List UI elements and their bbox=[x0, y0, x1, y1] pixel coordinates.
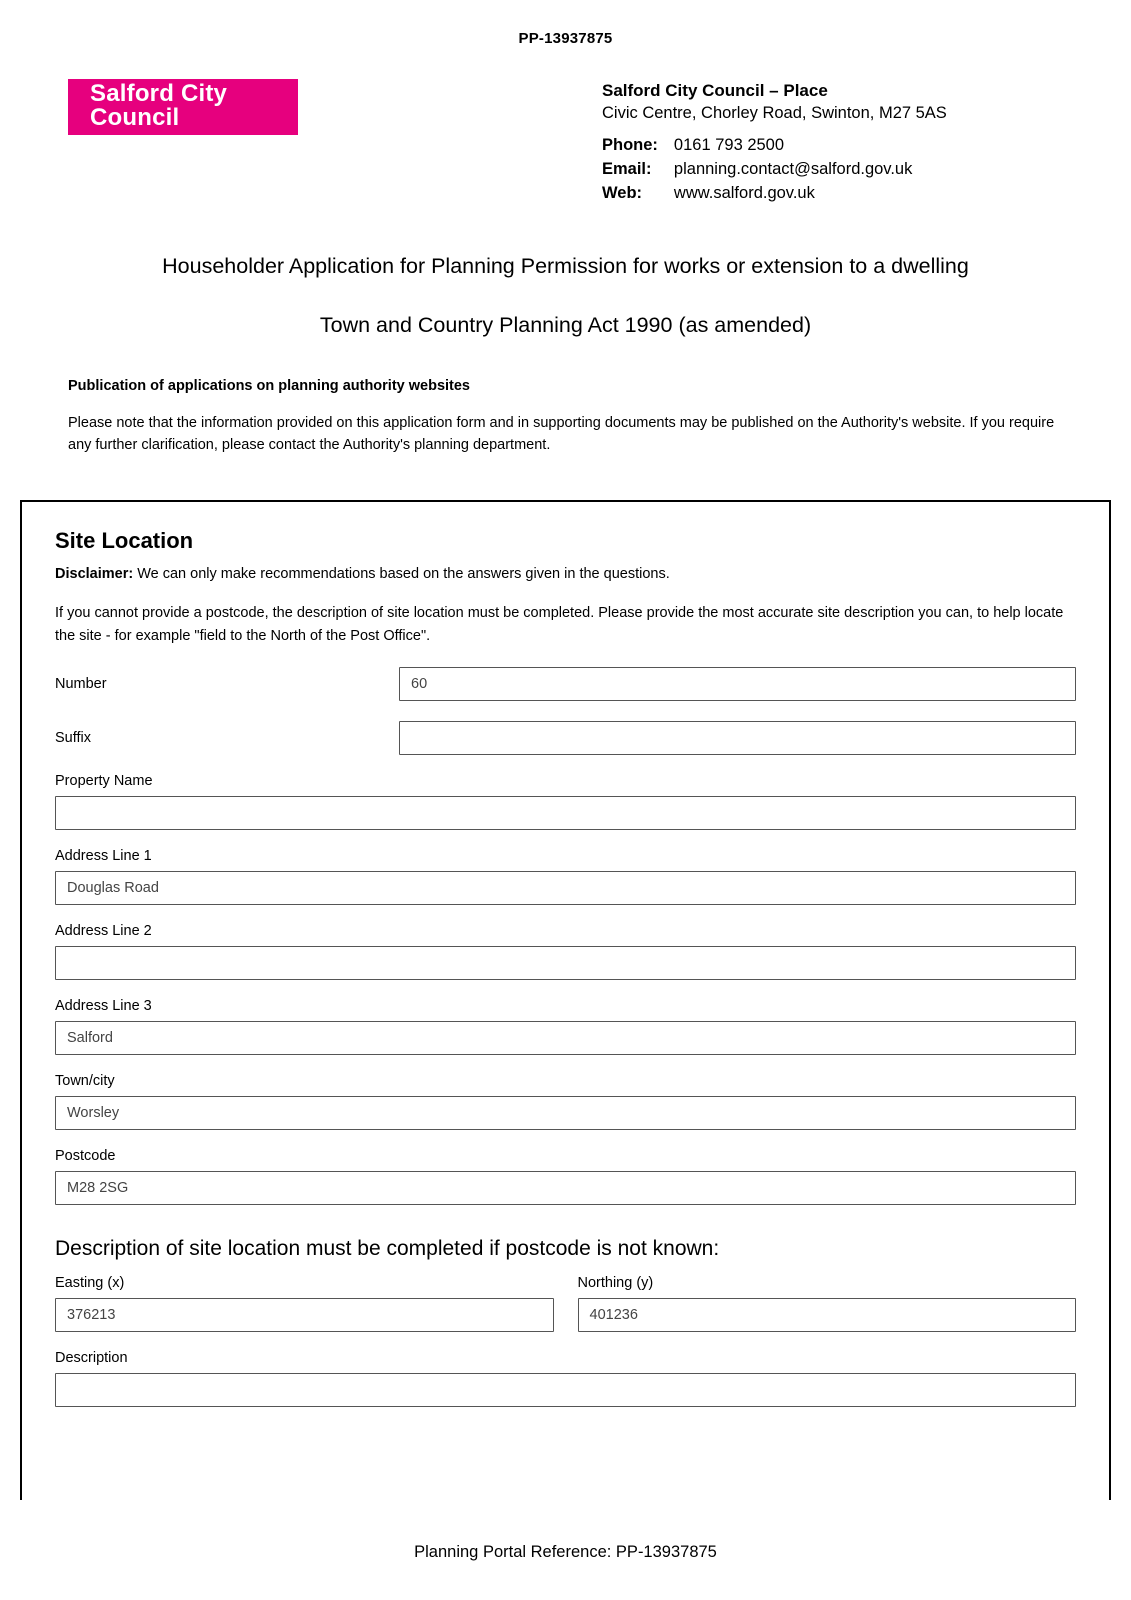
contact-row-web bbox=[602, 182, 912, 206]
label-address-line-1: Address Line 1 bbox=[55, 848, 152, 865]
label-town-city: Town/city bbox=[55, 1073, 115, 1090]
label-address-line-3: Address Line 3 bbox=[55, 998, 152, 1015]
site-location-section bbox=[20, 500, 1111, 1500]
input-northing[interactable]: 401236 bbox=[578, 1298, 1077, 1332]
field-property-name bbox=[55, 773, 1076, 830]
council-contact-block bbox=[602, 79, 947, 206]
label-number: Number bbox=[55, 676, 107, 693]
field-suffix bbox=[55, 721, 1076, 755]
label-postcode: Postcode bbox=[55, 1148, 116, 1165]
council-name: Salford City Council – Place bbox=[602, 81, 828, 100]
contact-label-email: Email: bbox=[602, 159, 652, 178]
contact-row-phone bbox=[602, 134, 912, 158]
publication-notice-heading: Publication of applications on planning authority websites bbox=[68, 377, 470, 394]
field-easting bbox=[55, 1275, 554, 1332]
contact-value-phone: 0161 793 2500 bbox=[673, 136, 785, 155]
field-address-line-2 bbox=[55, 923, 1076, 980]
input-easting[interactable]: 376213 bbox=[55, 1298, 554, 1332]
contact-label-phone: Phone: bbox=[602, 136, 658, 155]
council-address: Civic Centre, Chorley Road, Swinton, M27 5AS bbox=[602, 104, 947, 123]
salford-city-council-logo: Salford City Council bbox=[68, 79, 298, 135]
field-postcode bbox=[55, 1148, 1076, 1205]
contact-value-email: planning.contact@salford.gov.uk bbox=[673, 159, 913, 178]
input-address-line-2[interactable] bbox=[55, 946, 1076, 980]
council-contact-table bbox=[602, 134, 912, 205]
input-address-line-3[interactable]: Salford bbox=[55, 1021, 1076, 1055]
form-title: Householder Application for Planning Permission for works or extension to a dwelling bbox=[162, 253, 969, 278]
contact-label-web: Web: bbox=[602, 183, 643, 202]
field-town-city bbox=[55, 1073, 1076, 1130]
input-suffix[interactable] bbox=[399, 721, 1076, 755]
page-footer: Planning Portal Reference: PP-13937875 bbox=[414, 1543, 717, 1561]
contact-value-web: www.salford.gov.uk bbox=[673, 183, 815, 202]
label-northing: Northing (y) bbox=[577, 1275, 654, 1292]
field-description bbox=[55, 1350, 1076, 1407]
label-address-line-2: Address Line 2 bbox=[55, 923, 152, 940]
input-number[interactable]: 60 bbox=[399, 667, 1076, 701]
section-title: Site Location bbox=[55, 528, 194, 554]
input-address-line-1[interactable]: Douglas Road bbox=[55, 871, 1076, 905]
label-easting: Easting (x) bbox=[55, 1275, 125, 1292]
input-postcode[interactable]: M28 2SG bbox=[55, 1171, 1076, 1205]
field-address-line-3 bbox=[55, 998, 1076, 1055]
document-reference: PP-13937875 bbox=[518, 30, 613, 47]
label-property-name: Property Name bbox=[55, 773, 153, 790]
input-town-city[interactable]: Worsley bbox=[55, 1096, 1076, 1130]
contact-row-email bbox=[602, 158, 912, 182]
description-heading: Description of site location must be completed if postcode is not known: bbox=[55, 1237, 720, 1261]
field-number bbox=[55, 667, 1076, 701]
field-northing bbox=[578, 1275, 1077, 1332]
field-address-line-1 bbox=[55, 848, 1076, 905]
label-suffix: Suffix bbox=[55, 730, 92, 747]
coordinates-row bbox=[55, 1275, 1076, 1332]
input-description[interactable] bbox=[55, 1373, 1076, 1407]
document-header bbox=[0, 79, 1131, 206]
site-location-note: If you cannot provide a postcode, the description of site location must be completed. Please provide the most accurate site description you can, to help locate the site - for example "field to the North of the Post Office". bbox=[55, 605, 1064, 644]
disclaimer-text: We can only make recommendations based on the answers given in the questions. bbox=[133, 566, 670, 583]
form-subtitle: Town and Country Planning Act 1990 (as amended) bbox=[319, 312, 812, 337]
publication-notice bbox=[0, 378, 1131, 457]
disclaimer bbox=[55, 566, 1093, 582]
disclaimer-label: Disclaimer: bbox=[55, 566, 134, 583]
input-property-name[interactable] bbox=[55, 796, 1076, 830]
publication-notice-body: Please note that the information provided on this application form and in supporting documents may be published on the Authority's website. If you require any further clarification, please contact the Authority's planning department. bbox=[68, 414, 1055, 453]
label-description: Description bbox=[55, 1350, 128, 1367]
